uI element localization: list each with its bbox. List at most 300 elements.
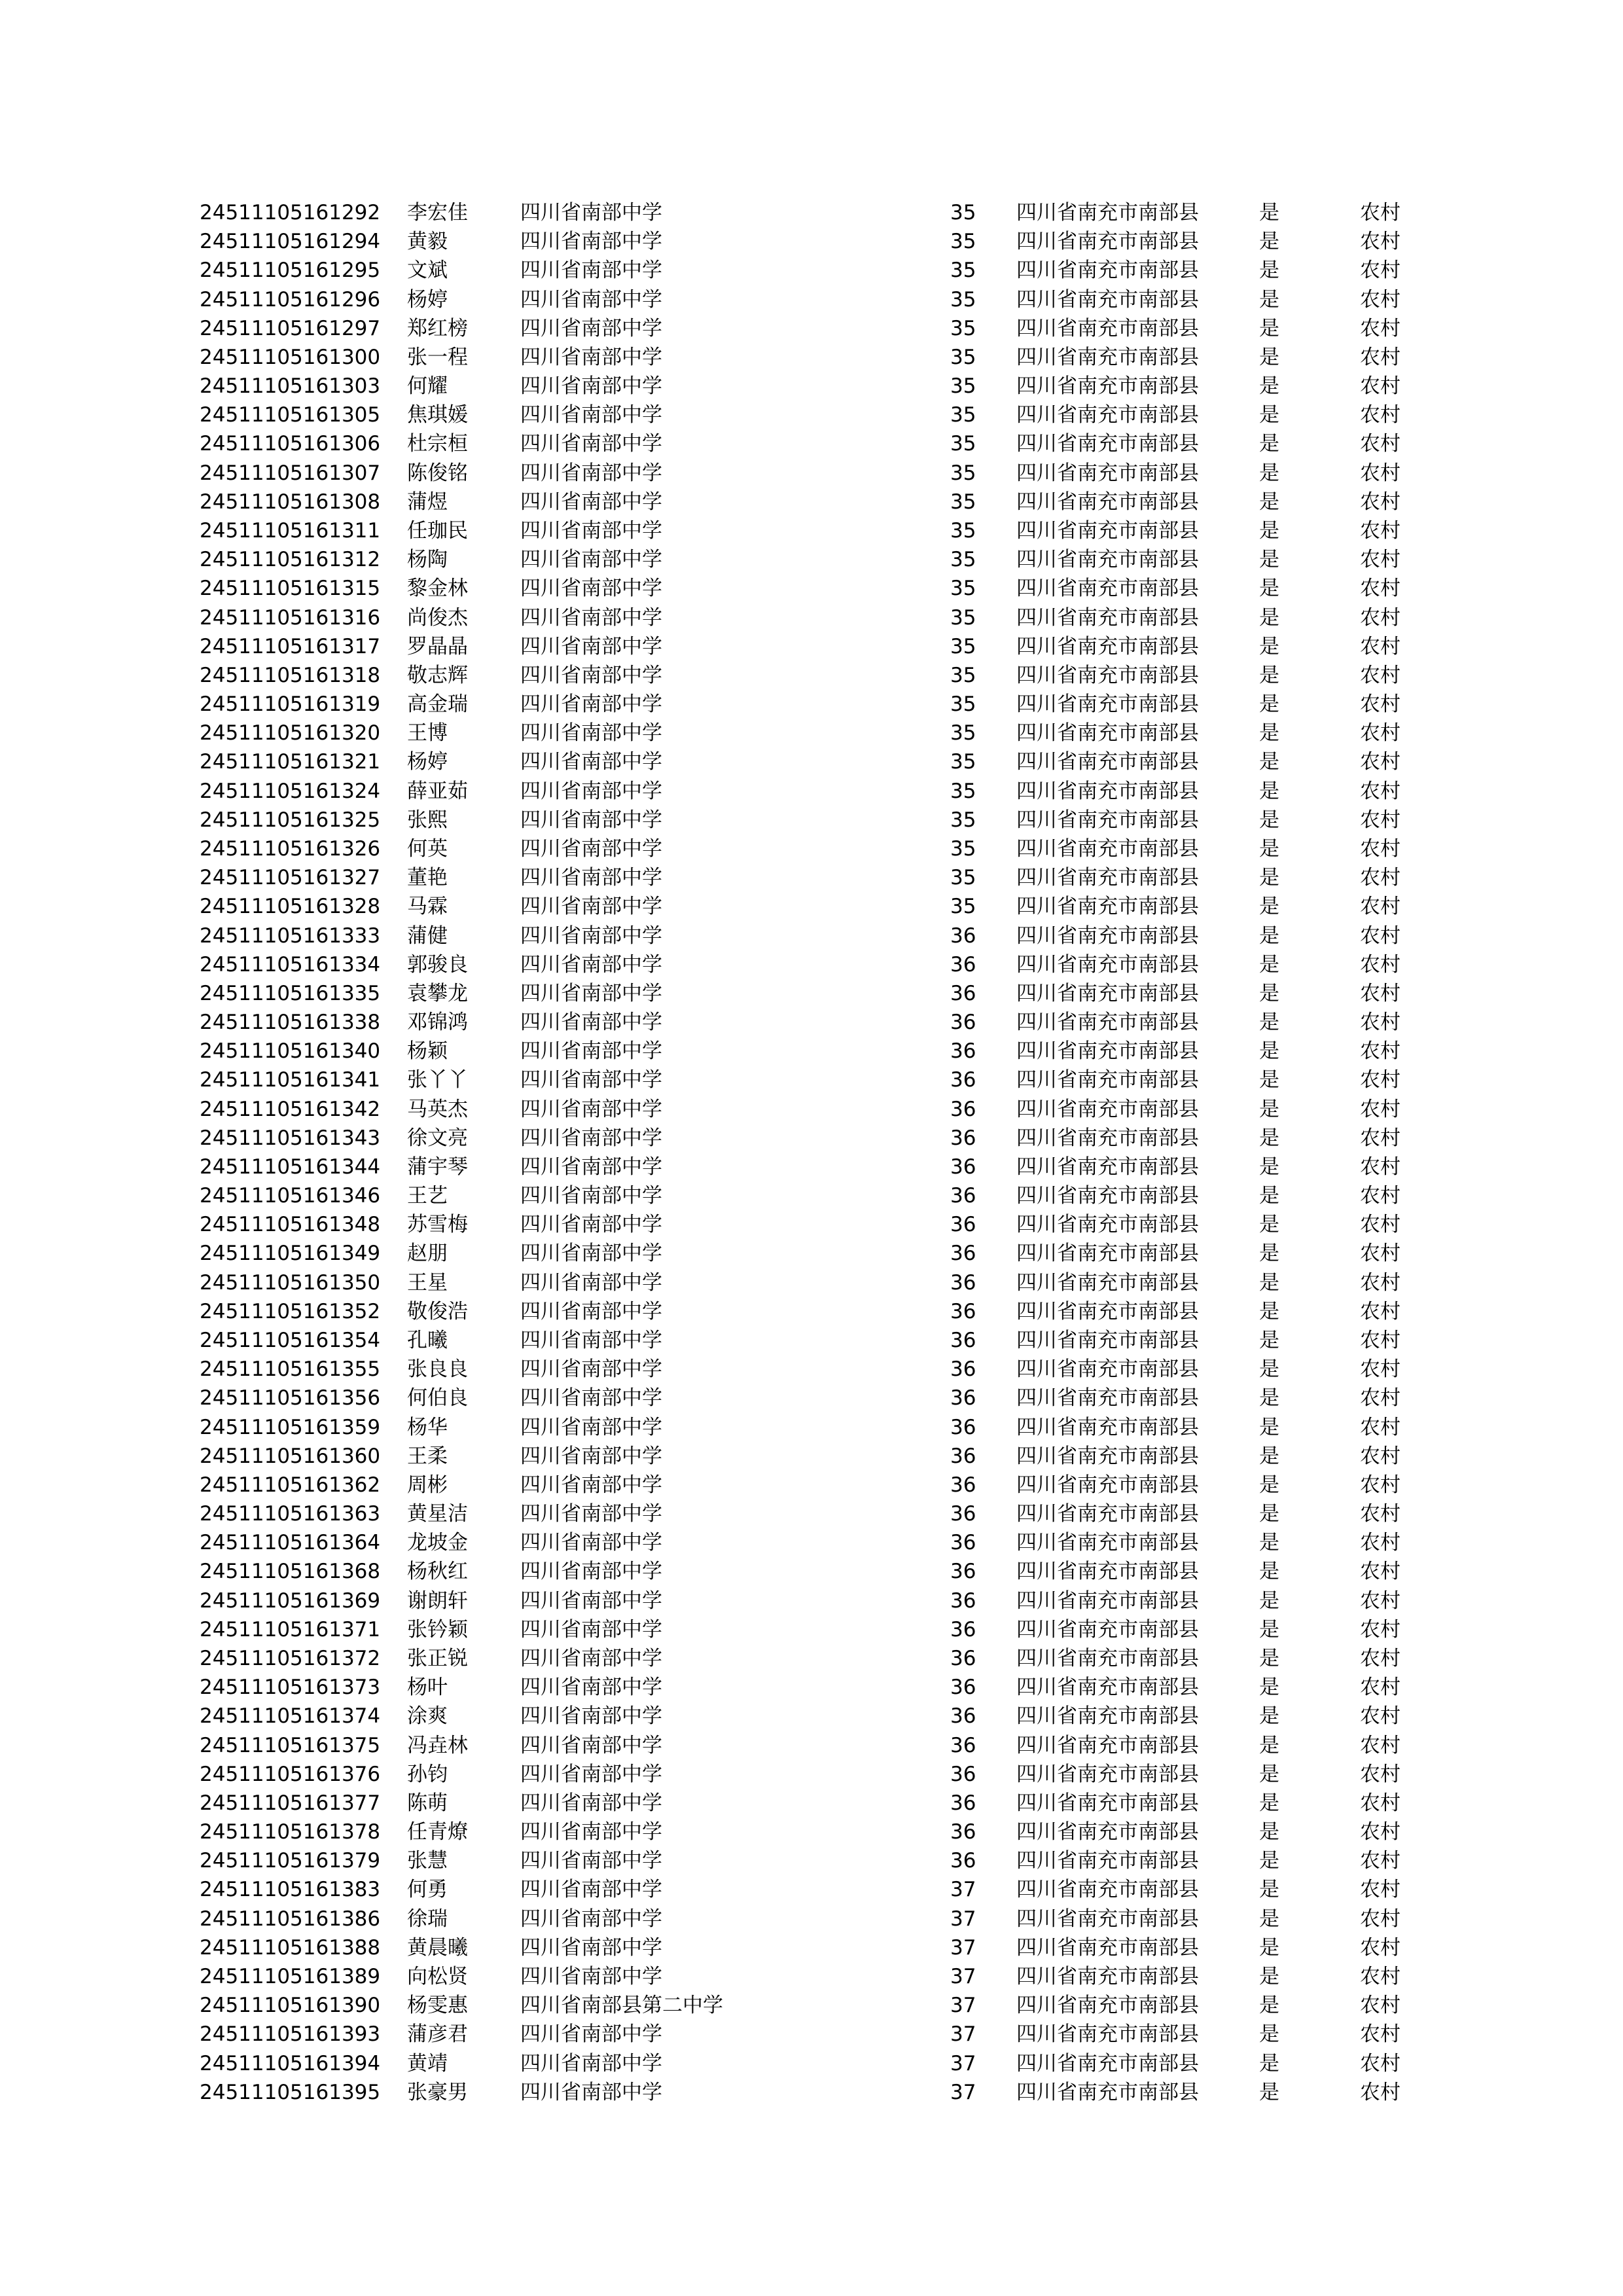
number-cell: 35	[950, 518, 976, 543]
student-name-cell: 冯垚林	[407, 1733, 468, 1757]
residence-type-cell: 农村	[1360, 1878, 1400, 1902]
residence-type-cell: 农村	[1360, 259, 1400, 283]
table-row	[0, 1991, 1623, 2020]
residence-type-cell: 农村	[1360, 1676, 1400, 1700]
flag-cell: 是	[1259, 1386, 1279, 1410]
number-cell: 36	[950, 1126, 976, 1150]
student-id-cell: 24511105161356	[200, 1386, 381, 1410]
student-id-cell: 24511105161393	[200, 2022, 381, 2047]
flag-cell: 是	[1259, 1588, 1279, 1613]
school-cell: 四川省南部中学	[520, 1907, 662, 1931]
student-id-cell: 24511105161374	[200, 1704, 381, 1729]
table-row	[0, 401, 1623, 429]
table-row	[0, 2049, 1623, 2078]
address-cell: 四川省南充市南部县	[1016, 981, 1199, 1005]
student-name-cell: 王星	[407, 1270, 448, 1295]
flag-cell: 是	[1259, 461, 1279, 485]
residence-type-cell: 农村	[1360, 1068, 1400, 1092]
flag-cell: 是	[1259, 808, 1279, 832]
table-row	[0, 198, 1623, 227]
student-id-cell: 24511105161312	[200, 548, 381, 572]
residence-type-cell: 农村	[1360, 1704, 1400, 1729]
residence-type-cell: 农村	[1360, 1011, 1400, 1035]
school-cell: 四川省南部中学	[520, 1213, 662, 1237]
student-id-cell: 24511105161342	[200, 1097, 381, 1121]
flag-cell: 是	[1259, 1473, 1279, 1497]
flag-cell: 是	[1259, 1329, 1279, 1353]
student-name-cell: 李宏佳	[407, 201, 468, 224]
residence-type-cell: 农村	[1360, 692, 1400, 717]
flag-cell: 是	[1259, 779, 1279, 803]
residence-type-cell: 农村	[1360, 432, 1400, 456]
address-cell: 四川省南充市南部县	[1016, 895, 1199, 919]
school-cell: 四川省南部中学	[520, 1039, 662, 1064]
table-row	[0, 922, 1623, 950]
flag-cell: 是	[1259, 605, 1279, 630]
table-row	[0, 1210, 1623, 1239]
table-row	[0, 227, 1623, 256]
residence-type-cell: 农村	[1360, 2080, 1400, 2104]
flag-cell: 是	[1259, 230, 1279, 254]
residence-type-cell: 农村	[1360, 1329, 1400, 1353]
table-row	[0, 777, 1623, 806]
table-row	[0, 1615, 1623, 1644]
school-cell: 四川省南部中学	[520, 1126, 662, 1150]
school-cell: 四川省南部中学	[520, 1878, 662, 1902]
table-row	[0, 1066, 1623, 1094]
student-name-cell: 杨雯惠	[407, 1994, 468, 2018]
flag-cell: 是	[1259, 895, 1279, 919]
student-id-cell: 24511105161306	[200, 432, 381, 456]
number-cell: 36	[950, 1704, 976, 1729]
address-cell: 四川省南充市南部县	[1016, 1357, 1199, 1382]
residence-type-cell: 农村	[1360, 1733, 1400, 1757]
address-cell: 四川省南充市南部县	[1016, 287, 1199, 312]
student-name-cell: 涂爽	[407, 1704, 448, 1729]
address-cell: 四川省南充市南部县	[1016, 1907, 1199, 1931]
number-cell: 35	[950, 490, 976, 514]
table-row	[0, 285, 1623, 314]
address-cell: 四川省南充市南部县	[1016, 952, 1199, 977]
number-cell: 35	[950, 432, 976, 456]
residence-type-cell: 农村	[1360, 374, 1400, 399]
residence-type-cell: 农村	[1360, 2022, 1400, 2047]
table-row	[0, 1731, 1623, 1760]
school-cell: 四川省南部中学	[520, 432, 662, 456]
student-name-cell: 杨秋红	[407, 1560, 468, 1584]
student-id-cell: 24511105161390	[200, 1994, 381, 2018]
table-row	[0, 1644, 1623, 1673]
residence-type-cell: 农村	[1360, 1126, 1400, 1150]
address-cell: 四川省南充市南部县	[1016, 490, 1199, 514]
student-name-cell: 孔曦	[407, 1329, 448, 1353]
school-cell: 四川省南部中学	[520, 577, 662, 601]
school-cell: 四川省南部中学	[520, 1762, 662, 1786]
flag-cell: 是	[1259, 1184, 1279, 1208]
address-cell: 四川省南充市南部县	[1016, 1329, 1199, 1353]
student-name-cell: 何伯良	[407, 1386, 468, 1410]
table-row	[0, 1037, 1623, 1066]
student-name-cell: 何英	[407, 836, 448, 861]
school-cell: 四川省南部中学	[520, 1415, 662, 1439]
table-row	[0, 747, 1623, 776]
table-row	[0, 1528, 1623, 1557]
student-id-cell: 24511105161388	[200, 1935, 381, 1960]
residence-type-cell: 农村	[1360, 1184, 1400, 1208]
flag-cell: 是	[1259, 836, 1279, 861]
number-cell: 36	[950, 1617, 976, 1641]
number-cell: 36	[950, 1386, 976, 1410]
residence-type-cell: 农村	[1360, 836, 1400, 861]
student-name-cell: 杨叶	[407, 1676, 448, 1700]
residence-type-cell: 农村	[1360, 866, 1400, 890]
school-cell: 四川省南部中学	[520, 345, 662, 369]
address-cell: 四川省南充市南部县	[1016, 1878, 1199, 1902]
student-name-cell: 何耀	[407, 374, 448, 399]
student-id-cell: 24511105161344	[200, 1155, 381, 1179]
table-row	[0, 429, 1623, 458]
student-id-cell: 24511105161325	[200, 808, 381, 832]
student-id-cell: 24511105161377	[200, 1791, 381, 1815]
residence-type-cell: 农村	[1360, 403, 1400, 427]
student-id-cell: 24511105161338	[200, 1011, 381, 1035]
table-row	[0, 950, 1623, 979]
flag-cell: 是	[1259, 1704, 1279, 1729]
school-cell: 四川省南部中学	[520, 634, 662, 658]
table-row	[0, 1095, 1623, 1124]
student-id-cell: 24511105161364	[200, 1531, 381, 1555]
student-id-cell: 24511105161315	[200, 577, 381, 601]
number-cell: 35	[950, 866, 976, 890]
flag-cell: 是	[1259, 1849, 1279, 1873]
school-cell: 四川省南部中学	[520, 518, 662, 543]
residence-type-cell: 农村	[1360, 721, 1400, 745]
address-cell: 四川省南充市南部县	[1016, 836, 1199, 861]
student-name-cell: 尚俊杰	[407, 605, 468, 630]
school-cell: 四川省南部中学	[520, 663, 662, 687]
residence-type-cell: 农村	[1360, 2051, 1400, 2075]
student-id-cell: 24511105161321	[200, 750, 381, 774]
school-cell: 四川省南部中学	[520, 1097, 662, 1121]
flag-cell: 是	[1259, 1964, 1279, 1988]
residence-type-cell: 农村	[1360, 1444, 1400, 1468]
student-id-cell: 24511105161320	[200, 721, 381, 745]
address-cell: 四川省南充市南部县	[1016, 1039, 1199, 1064]
student-id-cell: 24511105161328	[200, 895, 381, 919]
student-name-cell: 谢朗轩	[407, 1588, 468, 1613]
address-cell: 四川省南充市南部县	[1016, 2051, 1199, 2075]
address-cell: 四川省南充市南部县	[1016, 1213, 1199, 1237]
flag-cell: 是	[1259, 1617, 1279, 1641]
student-name-cell: 薛亚茹	[407, 779, 468, 803]
flag-cell: 是	[1259, 1935, 1279, 1960]
number-cell: 37	[950, 2051, 976, 2075]
number-cell: 36	[950, 1415, 976, 1439]
student-id-cell: 24511105161326	[200, 836, 381, 861]
student-name-cell: 郭骏良	[407, 952, 468, 977]
number-cell: 36	[950, 1531, 976, 1555]
school-cell: 四川省南部中学	[520, 981, 662, 1005]
flag-cell: 是	[1259, 432, 1279, 456]
student-name-cell: 焦琪媛	[407, 403, 468, 427]
student-name-cell: 任青燎	[407, 1820, 468, 1844]
student-id-cell: 24511105161350	[200, 1270, 381, 1295]
student-name-cell: 杨婷	[407, 287, 448, 312]
student-name-cell: 黄晨曦	[407, 1935, 468, 1960]
student-id-cell: 24511105161373	[200, 1676, 381, 1700]
number-cell: 36	[950, 1849, 976, 1873]
residence-type-cell: 农村	[1360, 577, 1400, 601]
student-id-cell: 24511105161371	[200, 1617, 381, 1641]
student-name-cell: 蒲彦君	[407, 2022, 468, 2047]
table-row	[0, 1905, 1623, 1933]
student-id-cell: 24511105161360	[200, 1444, 381, 1468]
address-cell: 四川省南充市南部县	[1016, 1155, 1199, 1179]
address-cell: 四川省南充市南部县	[1016, 808, 1199, 832]
school-cell: 四川省南部中学	[520, 1502, 662, 1526]
table-row	[0, 661, 1623, 690]
flag-cell: 是	[1259, 374, 1279, 399]
school-cell: 四川省南部中学	[520, 548, 662, 572]
residence-type-cell: 农村	[1360, 1964, 1400, 1988]
residence-type-cell: 农村	[1360, 287, 1400, 312]
table-row	[0, 2020, 1623, 2049]
student-id-cell: 24511105161316	[200, 605, 381, 630]
residence-type-cell: 农村	[1360, 1762, 1400, 1786]
address-cell: 四川省南充市南部县	[1016, 461, 1199, 485]
flag-cell: 是	[1259, 1068, 1279, 1092]
school-cell: 四川省南部中学	[520, 2022, 662, 2047]
residence-type-cell: 农村	[1360, 1994, 1400, 2018]
residence-type-cell: 农村	[1360, 1907, 1400, 1931]
residence-type-cell: 农村	[1360, 952, 1400, 977]
flag-cell: 是	[1259, 1531, 1279, 1555]
residence-type-cell: 农村	[1360, 1242, 1400, 1266]
table-row	[0, 863, 1623, 892]
address-cell: 四川省南充市南部县	[1016, 1704, 1199, 1729]
address-cell: 四川省南充市南部县	[1016, 866, 1199, 890]
school-cell: 四川省南部中学	[520, 1560, 662, 1584]
student-name-cell: 周彬	[407, 1473, 448, 1497]
address-cell: 四川省南充市南部县	[1016, 1733, 1199, 1757]
school-cell: 四川省南部中学	[520, 1617, 662, 1641]
address-cell: 四川省南充市南部县	[1016, 1964, 1199, 1988]
table-row	[0, 1442, 1623, 1471]
number-cell: 35	[950, 634, 976, 658]
school-cell: 四川省南部中学	[520, 895, 662, 919]
student-name-cell: 徐文亮	[407, 1126, 468, 1150]
school-cell: 四川省南部中学	[520, 1242, 662, 1266]
school-cell: 四川省南部中学	[520, 316, 662, 340]
student-id-cell: 24511105161389	[200, 1964, 381, 1988]
table-row	[0, 1124, 1623, 1153]
table-row	[0, 1933, 1623, 1962]
student-name-cell: 马英杰	[407, 1097, 468, 1121]
flag-cell: 是	[1259, 1791, 1279, 1815]
student-id-cell: 24511105161296	[200, 287, 381, 312]
flag-cell: 是	[1259, 259, 1279, 283]
table-row	[0, 1499, 1623, 1528]
address-cell: 四川省南充市南部县	[1016, 1560, 1199, 1584]
address-cell: 四川省南充市南部县	[1016, 577, 1199, 601]
number-cell: 36	[950, 1560, 976, 1584]
table-row	[0, 603, 1623, 632]
student-id-cell: 24511105161376	[200, 1762, 381, 1786]
student-id-cell: 24511105161359	[200, 1415, 381, 1439]
number-cell: 36	[950, 1213, 976, 1237]
student-id-cell: 24511105161327	[200, 866, 381, 890]
student-name-cell: 杜宗桓	[407, 432, 468, 456]
flag-cell: 是	[1259, 2022, 1279, 2047]
number-cell: 36	[950, 1444, 976, 1468]
table-row	[0, 1962, 1623, 1991]
address-cell: 四川省南充市南部县	[1016, 1676, 1199, 1700]
residence-type-cell: 农村	[1360, 981, 1400, 1005]
student-id-cell: 24511105161317	[200, 634, 381, 658]
student-id-cell: 24511105161363	[200, 1502, 381, 1526]
number-cell: 35	[950, 287, 976, 312]
address-cell: 四川省南充市南部县	[1016, 1097, 1199, 1121]
flag-cell: 是	[1259, 345, 1279, 369]
address-cell: 四川省南充市南部县	[1016, 634, 1199, 658]
student-id-cell: 24511105161308	[200, 490, 381, 514]
table-row	[0, 314, 1623, 343]
student-id-cell: 24511105161295	[200, 259, 381, 283]
school-cell: 四川省南部中学	[520, 403, 662, 427]
address-cell: 四川省南充市南部县	[1016, 403, 1199, 427]
table-row	[0, 1181, 1623, 1210]
student-id-cell: 24511105161383	[200, 1878, 381, 1902]
table-row	[0, 1760, 1623, 1789]
flag-cell: 是	[1259, 201, 1279, 224]
address-cell: 四川省南充市南部县	[1016, 201, 1199, 224]
number-cell: 36	[950, 1473, 976, 1497]
table-row	[0, 488, 1623, 516]
number-cell: 35	[950, 461, 976, 485]
flag-cell: 是	[1259, 2080, 1279, 2104]
address-cell: 四川省南充市南部县	[1016, 1531, 1199, 1555]
school-cell: 四川省南部中学	[520, 924, 662, 948]
number-cell: 36	[950, 1647, 976, 1670]
school-cell: 四川省南部中学	[520, 374, 662, 399]
number-cell: 35	[950, 895, 976, 919]
flag-cell: 是	[1259, 866, 1279, 890]
number-cell: 36	[950, 1791, 976, 1815]
table-row	[0, 1384, 1623, 1412]
student-name-cell: 董艳	[407, 866, 448, 890]
student-name-cell: 陈俊铭	[407, 461, 468, 485]
residence-type-cell: 农村	[1360, 1560, 1400, 1584]
number-cell: 37	[950, 2022, 976, 2047]
address-cell: 四川省南充市南部县	[1016, 1270, 1199, 1295]
table-row	[0, 806, 1623, 834]
residence-type-cell: 农村	[1360, 895, 1400, 919]
school-cell: 四川省南部中学	[520, 779, 662, 803]
table-row	[0, 1326, 1623, 1355]
number-cell: 36	[950, 1820, 976, 1844]
student-name-cell: 王艺	[407, 1184, 448, 1208]
address-cell: 四川省南充市南部县	[1016, 548, 1199, 572]
student-name-cell: 徐瑞	[407, 1907, 448, 1931]
student-id-cell: 24511105161355	[200, 1357, 381, 1382]
student-name-cell: 杨华	[407, 1415, 448, 1439]
number-cell: 36	[950, 1329, 976, 1353]
number-cell: 37	[950, 1907, 976, 1931]
address-cell: 四川省南充市南部县	[1016, 1791, 1199, 1815]
student-id-cell: 24511105161307	[200, 461, 381, 485]
student-id-cell: 24511105161352	[200, 1299, 381, 1323]
school-cell: 四川省南部中学	[520, 1849, 662, 1873]
flag-cell: 是	[1259, 577, 1279, 601]
table-row	[0, 1239, 1623, 1268]
table-row	[0, 574, 1623, 603]
student-name-cell: 张良良	[407, 1357, 468, 1382]
number-cell: 36	[950, 1357, 976, 1382]
number-cell: 36	[950, 1299, 976, 1323]
table-row	[0, 979, 1623, 1008]
residence-type-cell: 农村	[1360, 1617, 1400, 1641]
flag-cell: 是	[1259, 1733, 1279, 1757]
residence-type-cell: 农村	[1360, 1820, 1400, 1844]
address-cell: 四川省南充市南部县	[1016, 259, 1199, 283]
number-cell: 37	[950, 1878, 976, 1902]
student-name-cell: 罗晶晶	[407, 634, 468, 658]
flag-cell: 是	[1259, 316, 1279, 340]
table-row	[0, 1587, 1623, 1615]
student-id-cell: 24511105161394	[200, 2051, 381, 2075]
flag-cell: 是	[1259, 1502, 1279, 1526]
flag-cell: 是	[1259, 692, 1279, 717]
student-name-cell: 杨颖	[407, 1039, 448, 1064]
number-cell: 35	[950, 403, 976, 427]
address-cell: 四川省南充市南部县	[1016, 1299, 1199, 1323]
student-id-cell: 24511105161349	[200, 1242, 381, 1266]
student-name-cell: 黎金林	[407, 577, 468, 601]
student-name-cell: 苏雪梅	[407, 1213, 468, 1237]
number-cell: 35	[950, 230, 976, 254]
residence-type-cell: 农村	[1360, 1299, 1400, 1323]
number-cell: 35	[950, 577, 976, 601]
number-cell: 36	[950, 1270, 976, 1295]
residence-type-cell: 农村	[1360, 1386, 1400, 1410]
residence-type-cell: 农村	[1360, 1039, 1400, 1064]
residence-type-cell: 农村	[1360, 201, 1400, 224]
student-name-cell: 向松贤	[407, 1964, 468, 1988]
address-cell: 四川省南充市南部县	[1016, 750, 1199, 774]
flag-cell: 是	[1259, 403, 1279, 427]
number-cell: 37	[950, 2080, 976, 2104]
address-cell: 四川省南充市南部县	[1016, 1011, 1199, 1035]
school-cell: 四川省南部中学	[520, 230, 662, 254]
address-cell: 四川省南充市南部县	[1016, 605, 1199, 630]
table-row	[0, 1789, 1623, 1818]
address-cell: 四川省南充市南部县	[1016, 316, 1199, 340]
number-cell: 35	[950, 345, 976, 369]
table-row	[0, 1673, 1623, 1702]
school-cell: 四川省南部中学	[520, 1184, 662, 1208]
student-name-cell: 黄毅	[407, 230, 448, 254]
school-cell: 四川省南部中学	[520, 721, 662, 745]
student-name-cell: 邓锦鸿	[407, 1011, 468, 1035]
number-cell: 36	[950, 952, 976, 977]
student-name-cell: 高金瑞	[407, 692, 468, 717]
school-cell: 四川省南部中学	[520, 201, 662, 224]
address-cell: 四川省南充市南部县	[1016, 1444, 1199, 1468]
flag-cell: 是	[1259, 1560, 1279, 1584]
residence-type-cell: 农村	[1360, 345, 1400, 369]
student-id-cell: 24511105161386	[200, 1907, 381, 1931]
student-id-cell: 24511105161340	[200, 1039, 381, 1064]
